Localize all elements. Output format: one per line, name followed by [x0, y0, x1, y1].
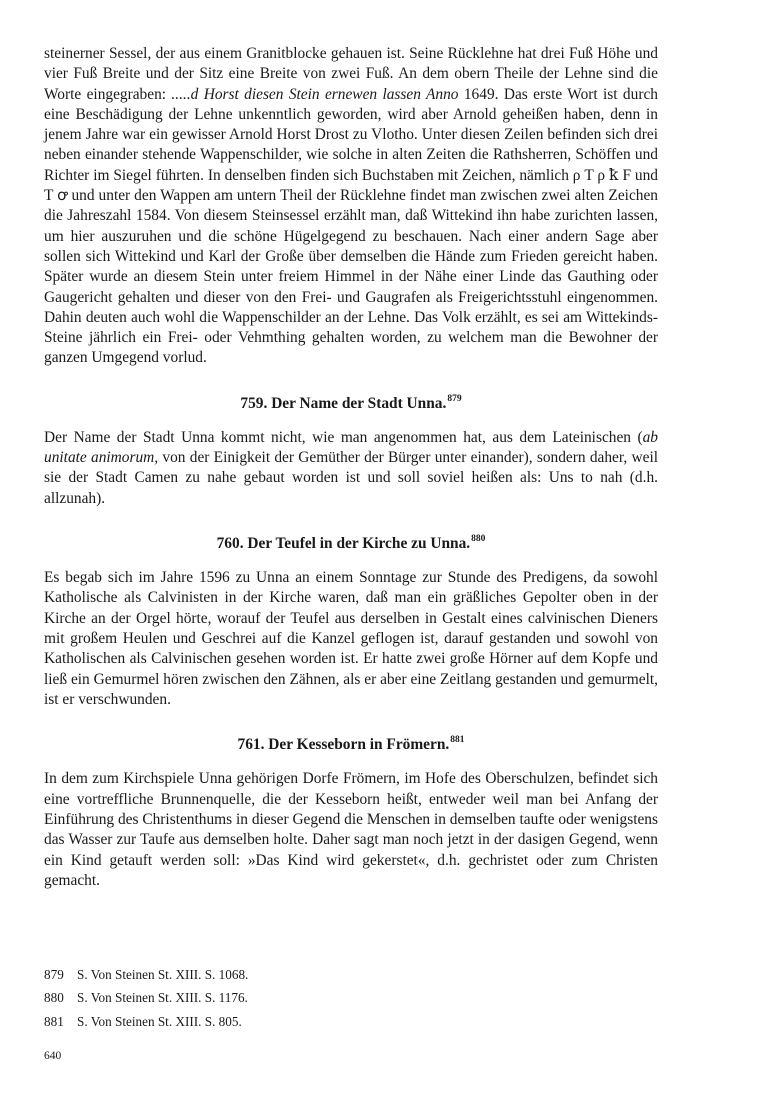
footnote-881	[44, 1010, 658, 1033]
section-heading-759	[44, 390, 658, 414]
footnote-number: 881	[44, 1013, 64, 1029]
section-paragraph-759	[44, 428, 658, 509]
section-paragraph-761: In dem zum Kirchspiele Unna gehörigen Dorfe Frömern, im Hofe des Oberschulzen, befindet sich eine vortreffliche Brunnenquelle, die der Kesseborn heißt, entweder weil man bei Anfang der Einführung des Christenthums in dieser Gegend die Menschen in demselben taufte oder wenigstens das Wasser zur Taufe aus demselben holte. Daher sagt man noch jetzt in der dasigen Gegend, wenn ein Kind getauft werden soll: »Das Kind wird gekerstet«, d.h. gechristet oder zum Christen gemacht.	[44, 770, 658, 889]
footnote-879	[44, 963, 658, 986]
footnote-880	[44, 986, 658, 1009]
section-paragraph-760: Es begab sich im Jahre 1596 zu Unna an einem Sonntage zur Stunde des Predigens, da sowohl Katholische als Calvinisten in der Kirche waren, daß man ein gräßliches Gepolter oben in der Kirche an der Orgel hörte, worauf der Teufel aus derselben in Gestalt eines calvinischen Dieners mit großem Heulen und Geschrei auf die Kanzel geflogen ist, darauf gestanden und sowohl von Katholischen als Calvinischen gesehen worden ist. Er hatte zwei große Hörner auf dem Kopfe und ließ ein Gemurmel hören zwischen den Zähnen, als er aber eine Zeitlang gestanden und gemurmelt, ist er verschwunden.	[44, 569, 658, 708]
intro-text-part1: steinerner Sessel, der aus einem Granitblocke gehauen ist. Seine Rücklehne hat drei Fuß Höhe und vier Fuß Breite und der Sitz eine Breite von zwei Fuß. An dem obern Theile der Lehne sind die Worte eingegraben:	[44, 45, 658, 103]
footnote-text: S. Von Steinen St. XIII. S. 1068.	[77, 967, 249, 982]
page-number: 640	[44, 1050, 62, 1062]
section-heading-760	[44, 530, 658, 554]
footnote-ref[interactable]: 880	[471, 534, 486, 545]
footnote-number: 880	[44, 990, 64, 1006]
footnote-ref[interactable]: 879	[447, 393, 462, 404]
intro-paragraph	[44, 44, 658, 369]
page-body	[44, 44, 658, 891]
inscription-text: .....d Horst diesen Stein ernewen lassen Anno	[171, 85, 459, 103]
footnote-text: S. Von Steinen St. XIII. S. 1176.	[77, 990, 248, 1006]
section-title: 761. Der Kesseborn in Frömern.	[237, 736, 450, 754]
footnote-text: S. Von Steinen St. XIII. S. 805.	[77, 1013, 242, 1029]
section-heading-761	[44, 731, 658, 755]
footnote-number: 879	[44, 967, 64, 982]
section-title: 759. Der Name der Stadt Unna.	[240, 394, 447, 412]
section-title: 760. Der Teufel in der Kirche zu Unna.	[216, 535, 471, 553]
footnotes	[44, 963, 658, 1033]
footnote-ref[interactable]: 881	[450, 735, 465, 746]
intro-text-part2: 1649. Das erste Wort ist durch eine Beschädigung der Lehne unkenntlich geworden, wird aber Arnold geheißen haben, denn in jenem Jahre war ein gewisser Arnold Horst Drost zu Vlotho. Unter diesen Zeilen befinden sich drei neben einander stehende Wappenschilder, wie solche in alten Zeiten die Rathsherren, Schöffen und Richter im Siegel führten. In denselben finden sich Buchstaben mit Zeichen, nämlich ρ T ρ ꝁ F und T ꝍ und unter den Wappen am untern Theil der Rücklehne findet man zwischen zwei alten Zeichen die Jahreszahl 1584. Von diesem Steinsessel erzählt man, daß Wittekind ihn habe zurichten lassen, um hier auszuruhen und die schöne Hügelgegend zu beschauen. Nach einer andern Sage aber sollen sich Wittekind und Karl der Große über demselben die Hände zum Frieden gereicht haben. Später wurde an diesem Stein unter freiem Himmel in der Nähe einer Linde das Gauthing oder Gaugericht gehalten und dieser von den Frei- und Gaugrafen als Freigerichtsstuhl eingenommen. Dahin deuten auch wohl die Wappenschilder an der Lehne. Das Volk erzählt, es sei am Wittekinds-Steine jährlich ein Frei- oder Vehmthing gehalten worden, zu welchem man die Bewohner der ganzen Umgegend vorlud.	[44, 85, 658, 367]
section-text: von der Einigkeit der Gemüther der Bürger unter einander), sondern daher, weil sie der Stadt Camen zu nahe gebaut worden ist und soll soviel heißen als: Uns to nah (d.h. allzunah).	[44, 449, 658, 507]
latin-phrase: ab unitate animorum,	[44, 428, 658, 467]
section-text: Der Name der Stadt Unna kommt nicht, wie man angenommen hat, aus dem Lateinischen (	[44, 428, 643, 446]
